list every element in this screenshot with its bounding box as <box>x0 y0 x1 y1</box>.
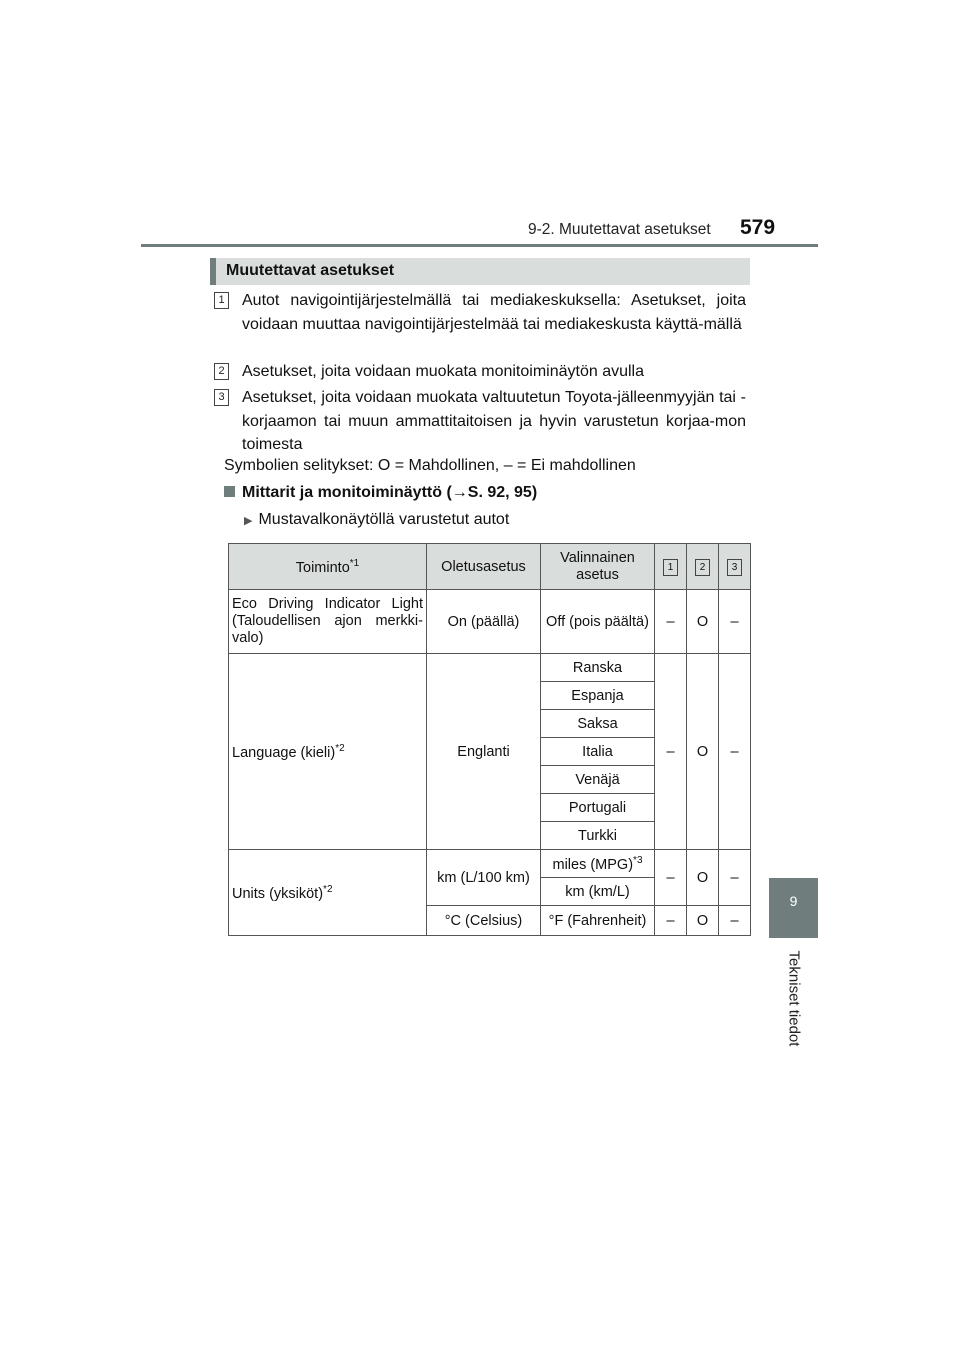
symbol-legend: Symbolien selitykset: O = Mahdollinen, – = Ei mahdollinen <box>224 457 636 474</box>
eco-optional: Off (pois päältä) <box>541 590 655 654</box>
language-option: Venäjä <box>541 766 655 794</box>
eco-col-1: – <box>655 590 687 654</box>
header-default: Oletusasetus <box>427 544 541 590</box>
header-optional: Valinnainen asetus <box>541 544 655 590</box>
units-function: Units (yksiköt)$^{*2}$ <box>229 850 427 936</box>
units-distance-option: km (km/L) <box>541 878 655 906</box>
units-temp-default: °C (Celsius) <box>427 906 541 936</box>
triangle-bullet-icon: ▶ <box>244 515 253 527</box>
units-temp-col-2: O <box>687 906 719 936</box>
language-option: Portugali <box>541 794 655 822</box>
header-function: Toiminto$^{*1}$ <box>229 544 427 590</box>
list-item-text: Autot navigointijärjestelmällä tai mediakeskuksella: Asetukset, joita voidaan muuttaa navigointijärjestelmää tai mediakeskusta käyttä-mällä <box>242 292 746 333</box>
section-heading-bar <box>210 258 750 285</box>
running-header-section: 9-2. Muutettavat asetukset <box>528 221 711 238</box>
header-col-2: 2 <box>687 544 719 590</box>
section-heading-accent <box>210 258 216 285</box>
language-col-3: – <box>719 654 751 850</box>
header-col-1: 1 <box>655 544 687 590</box>
language-option: Ranska <box>541 654 655 682</box>
item-number-badge: 1 <box>214 292 229 309</box>
eco-function: Eco Driving Indicator Light (Taloudellisen ajon merkki-valo) <box>229 590 427 654</box>
chapter-number: 9 <box>789 893 798 909</box>
list-item <box>214 360 746 384</box>
language-default: Englanti <box>427 654 541 850</box>
page-number: 579 <box>740 216 776 239</box>
units-distance-col-2: O <box>687 850 719 906</box>
units-distance-col-3: – <box>719 850 751 906</box>
sub-subheading-text: Mustavalkonäytöllä varustetut autot <box>258 511 510 528</box>
language-option: Saksa <box>541 710 655 738</box>
sub-subheading <box>244 511 509 529</box>
units-distance-default: km (L/100 km) <box>427 850 541 906</box>
table-row <box>229 850 751 878</box>
language-option: Turkki <box>541 822 655 850</box>
language-option: Italia <box>541 738 655 766</box>
chapter-label: Tekniset tiedot <box>785 950 803 1047</box>
language-function: Language (kieli)$^{*2}$ <box>229 654 427 850</box>
units-temp-option: °F (Fahrenheit) <box>541 906 655 936</box>
language-option: Espanja <box>541 682 655 710</box>
list-item-text: Asetukset, joita voidaan muokata monitoiminäytön avulla <box>242 363 644 380</box>
table-header-row <box>229 544 751 590</box>
language-col-2: O <box>687 654 719 850</box>
units-distance-col-1: – <box>655 850 687 906</box>
units-distance-option: miles (MPG)$^{*3}$ <box>541 850 655 878</box>
chapter-tab <box>769 878 818 938</box>
list-item <box>214 289 746 336</box>
table-row <box>229 590 751 654</box>
header-col-3: 3 <box>719 544 751 590</box>
list-item <box>214 386 746 457</box>
units-temp-col-3: – <box>719 906 751 936</box>
subheading-text: Mittarit ja monitoiminäyttö (→S. 92, 95) <box>242 484 538 501</box>
item-number-badge: 2 <box>214 363 229 380</box>
eco-default: On (päällä) <box>427 590 541 654</box>
item-number-badge: 3 <box>214 389 229 406</box>
language-col-1: – <box>655 654 687 850</box>
settings-table <box>228 543 751 936</box>
units-temp-col-1: – <box>655 906 687 936</box>
eco-col-2: O <box>687 590 719 654</box>
section-heading: Muutettavat asetukset <box>226 262 395 279</box>
eco-col-3: – <box>719 590 751 654</box>
header-rule <box>141 244 818 247</box>
list-item-text: Asetukset, joita voidaan muokata valtuutetun Toyota-jälleenmyyjän tai -korjaamon tai muun ammattitaitoisen ja hyvin varustetun korjaa-mon toimesta <box>242 389 746 453</box>
table-row <box>229 654 751 682</box>
square-bullet-icon <box>224 486 235 497</box>
subheading <box>224 484 537 502</box>
